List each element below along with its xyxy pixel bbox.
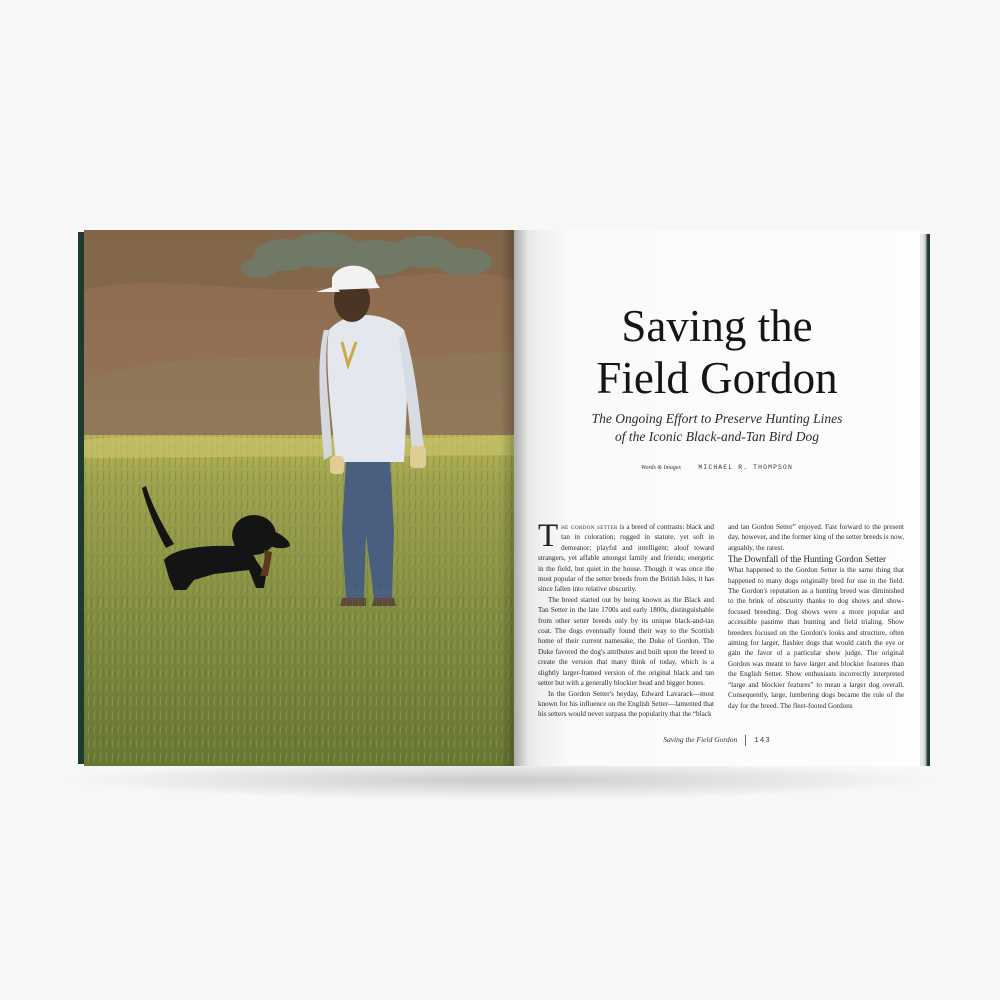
right-page — [514, 230, 920, 766]
footer-divider — [745, 735, 746, 746]
title-line-2: Field Gordon — [596, 353, 838, 404]
book-shadow — [60, 760, 940, 800]
paragraph-3: In the Gordon Setter's heyday, Edward Lavarack—most known for his influence on the English Setter—lamented that his setters would never surpass the popularity that the “black — [538, 689, 714, 719]
column-left — [538, 518, 715, 719]
field-photo-illustration — [84, 230, 514, 766]
page-number: 143 — [754, 737, 771, 746]
article-title — [514, 300, 920, 404]
body-columns — [538, 518, 904, 719]
subtitle-line-2: of the Iconic Black-and-Tan Bird Dog — [614, 429, 820, 444]
running-title: Saving the Field Gordon — [663, 735, 738, 745]
byline — [514, 464, 920, 471]
section-heading: The Downfall of the Hunting Gordon Setter — [728, 554, 886, 565]
lead-in: he gordon setter — [561, 523, 618, 531]
author-name: MICHAEL R. THOMPSON — [698, 464, 793, 471]
drop-cap: T — [538, 518, 559, 554]
left-page-photo — [84, 230, 514, 766]
paragraph-5: What happened to the Gordon Setter is the same thing that happened to many dogs originally bred for use in the field. The Gordon's reputation as a hunting breed was diminished to the brink of obscurity thanks to dog shows and show-focused breeding. Dog shows were a more popular and accessible pastime than hunting and field trialing. Show breeders focused on the Gordon's looks and structure, often aiming for larger, flashier dogs that would catch the eye or gain the favor of a particular show judge. The original Gordon was meant to have larger and blockier features than the English Setter. Show enthusiasts incorrectly interpreted “large and blockier features” to mean a larger dog overall. Consequently, large, lumbering dogs became the rule of the day for the breed. The fleet-footed Gordons — [728, 566, 904, 710]
column-right — [728, 522, 904, 708]
paragraph-1 — [538, 518, 715, 595]
paragraph-4: and tan Gordon Setter” enjoyed. Fast forward to the present day, however, and the former king of the setter breeds is now, arguably, the rarest. — [728, 523, 904, 552]
article-subtitle — [514, 410, 920, 446]
credit-label: Words & Images — [641, 465, 681, 471]
paragraph-1-text: is a breed of contrasts: black and tan in coloration; rugged in stature, yet soft in demeanor; playful and intelligent; aloof toward strangers, yet affable amongst family and friends; energetic in the field, but quiet in the house. Though it was once the most popular of the setter breeds from the British Isles, it has since fallen into relative obscurity. — [538, 523, 715, 594]
title-line-1: Saving the — [621, 301, 813, 352]
paragraph-2: The breed started out by being known as the Black and Tan Setter in the late 1700s and early 1800s, distinguishable from other setter breeds only by its unique black-and-tan coat. The dogs eventually found their way to the Scottish home of their current namesake, the Duke of Gordon. The Duke favored the dog's attributes and built upon the breed to create the version that many think of today, which is a slightly larger-framed version of the original black and tan setter but with a generally blockier head and bigger bones. — [538, 595, 714, 688]
page-footer — [514, 735, 920, 746]
subtitle-line-1: The Ongoing Effort to Preserve Hunting Lines — [591, 411, 843, 426]
